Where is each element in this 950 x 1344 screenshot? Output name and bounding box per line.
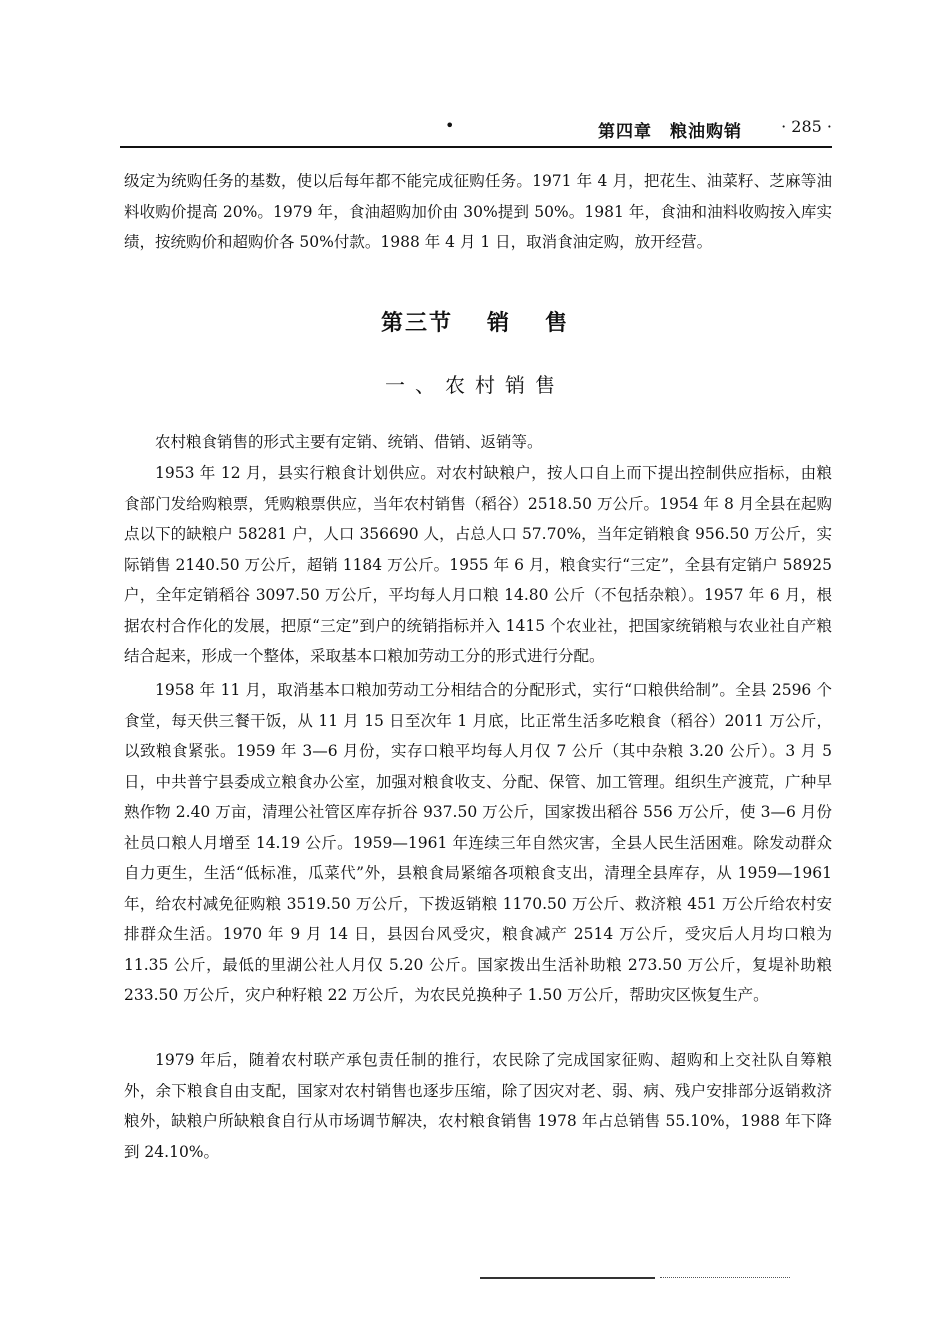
footer-rule — [480, 1277, 655, 1279]
body-paragraph: 农村粮食销售的形式主要有定销、统销、借销、返销等。 — [155, 433, 543, 451]
section-title-word2: 售 — [545, 311, 570, 336]
body-paragraph: 1958 年 11 月，取消基本口粮加劳动工分相结合的分配形式，实行“口粮供给制”。全县 2596 个食堂，每天供三餐干饭，从 11 月 15 日至次年 1 月底，比正常生活多吃粮食（稻谷）2011 万公斤，以致粮食紧张。1959 年 3—6 月份，实存口粮平均每人月仅 7 公斤（其中杂粮 3.20 公斤）。3 月 5 日，中共普宁县委成立粮食办公室，加强对粮食收支、分配、保管、加工管理。组织生产渡荒，广种早熟作物 2.40 万亩，清理公社管区库存折谷 937.50 万公斤，国家拨出稻谷 556 万公斤，使 3—6 月份社员口粮人月增至 14.19 公斤。1959—1961 年连续三年自然灾害，全县人民生活困难。除发动群众自力更生，生活“低标准，瓜菜代”外，县粮食局紧缩各项粮食支出，清理全县库存，从 1959—1961 年，给农村减免征购粮 3519.50 万公斤，下拨返销粮 1170.50 万公斤、救济粮 451 万公斤给农村安排群众生活。1970 年 9 月 14 日，县因台风受灾，粮食减产 2514 万公斤，受灾后人月均口粮为 11.35 公斤，最低的里湖公社人月仅 5.20 公斤。国家拨出生活补助粮 273.50 万公斤，复堤补助粮 233.50 万公斤，灾户种籽粮 22 万公斤，为农民兑换种子 1.50 万公斤，帮助灾区恢复生产。 — [124, 681, 832, 1004]
footer-rule-dotted — [660, 1277, 790, 1279]
subsection-title: 一、农村销售 — [385, 373, 565, 397]
section-title — [0, 306, 950, 337]
page-number: · 285 · — [781, 117, 832, 136]
intro-paragraph: 级定为统购任务的基数，使以后每年都不能完成征购任务。1971 年 4 月，把花生、油菜籽、芝麻等油料收购价提高 20%。1979 年，食油超购加价由 30%提到 50%。1981 年，食油和油料收购按入库实绩，按统购价和超购价各 50%付款。1988 年 4 月 1 日，取消食油定购，放开经营。 — [124, 172, 832, 251]
body-paragraph: 1979 年后，随着农村联产承包责任制的推行，农民除了完成国家征购、超购和上交社队自筹粮外，余下粮食自由支配，国家对农村销售也逐步压缩，除了因灾对老、弱、病、残户安排部分返销救济粮外，缺粮户所缺粮食自行从市场调节解决，农村粮食销售 1978 年占总销售 55.10%，1988 年下降到 24.10%。 — [124, 1051, 832, 1161]
section-title-number: 第三节 — [380, 311, 453, 336]
chapter-title: 第四章 粮油购销 — [598, 122, 742, 142]
section-title-word1: 销 — [486, 311, 511, 336]
header-dot: • — [445, 116, 455, 135]
body-paragraph: 1953 年 12 月，县实行粮食计划供应。对农村缺粮户，按人口自上而下提出控制供应指标，由粮食部门发给购粮票，凭购粮票供应，当年农村销售（稻谷）2518.50 万公斤。1954 年 8 月全县在起购点以下的缺粮户 58281 户，人口 356690 人，占总人口 57.70%，当年定销粮食 956.50 万公斤，实际销售 2140.50 万公斤，超销 1184 万公斤。1955 年 6 月，粮食实行“三定”，全县有定销户 58925 户，全年定销稻谷 3097.50 万公斤，平均每人月口粮 14.80 公斤（不包括杂粮）。1957 年 6 月，根据农村合作化的发展，把原“三定”到户的统销指标并入 1415 个农业社，把国家统销粮与农业社自产粮结合起来，形成一个整体，采取基本口粮加劳动工分的形式进行分配。 — [124, 464, 832, 665]
running-header — [120, 116, 832, 148]
